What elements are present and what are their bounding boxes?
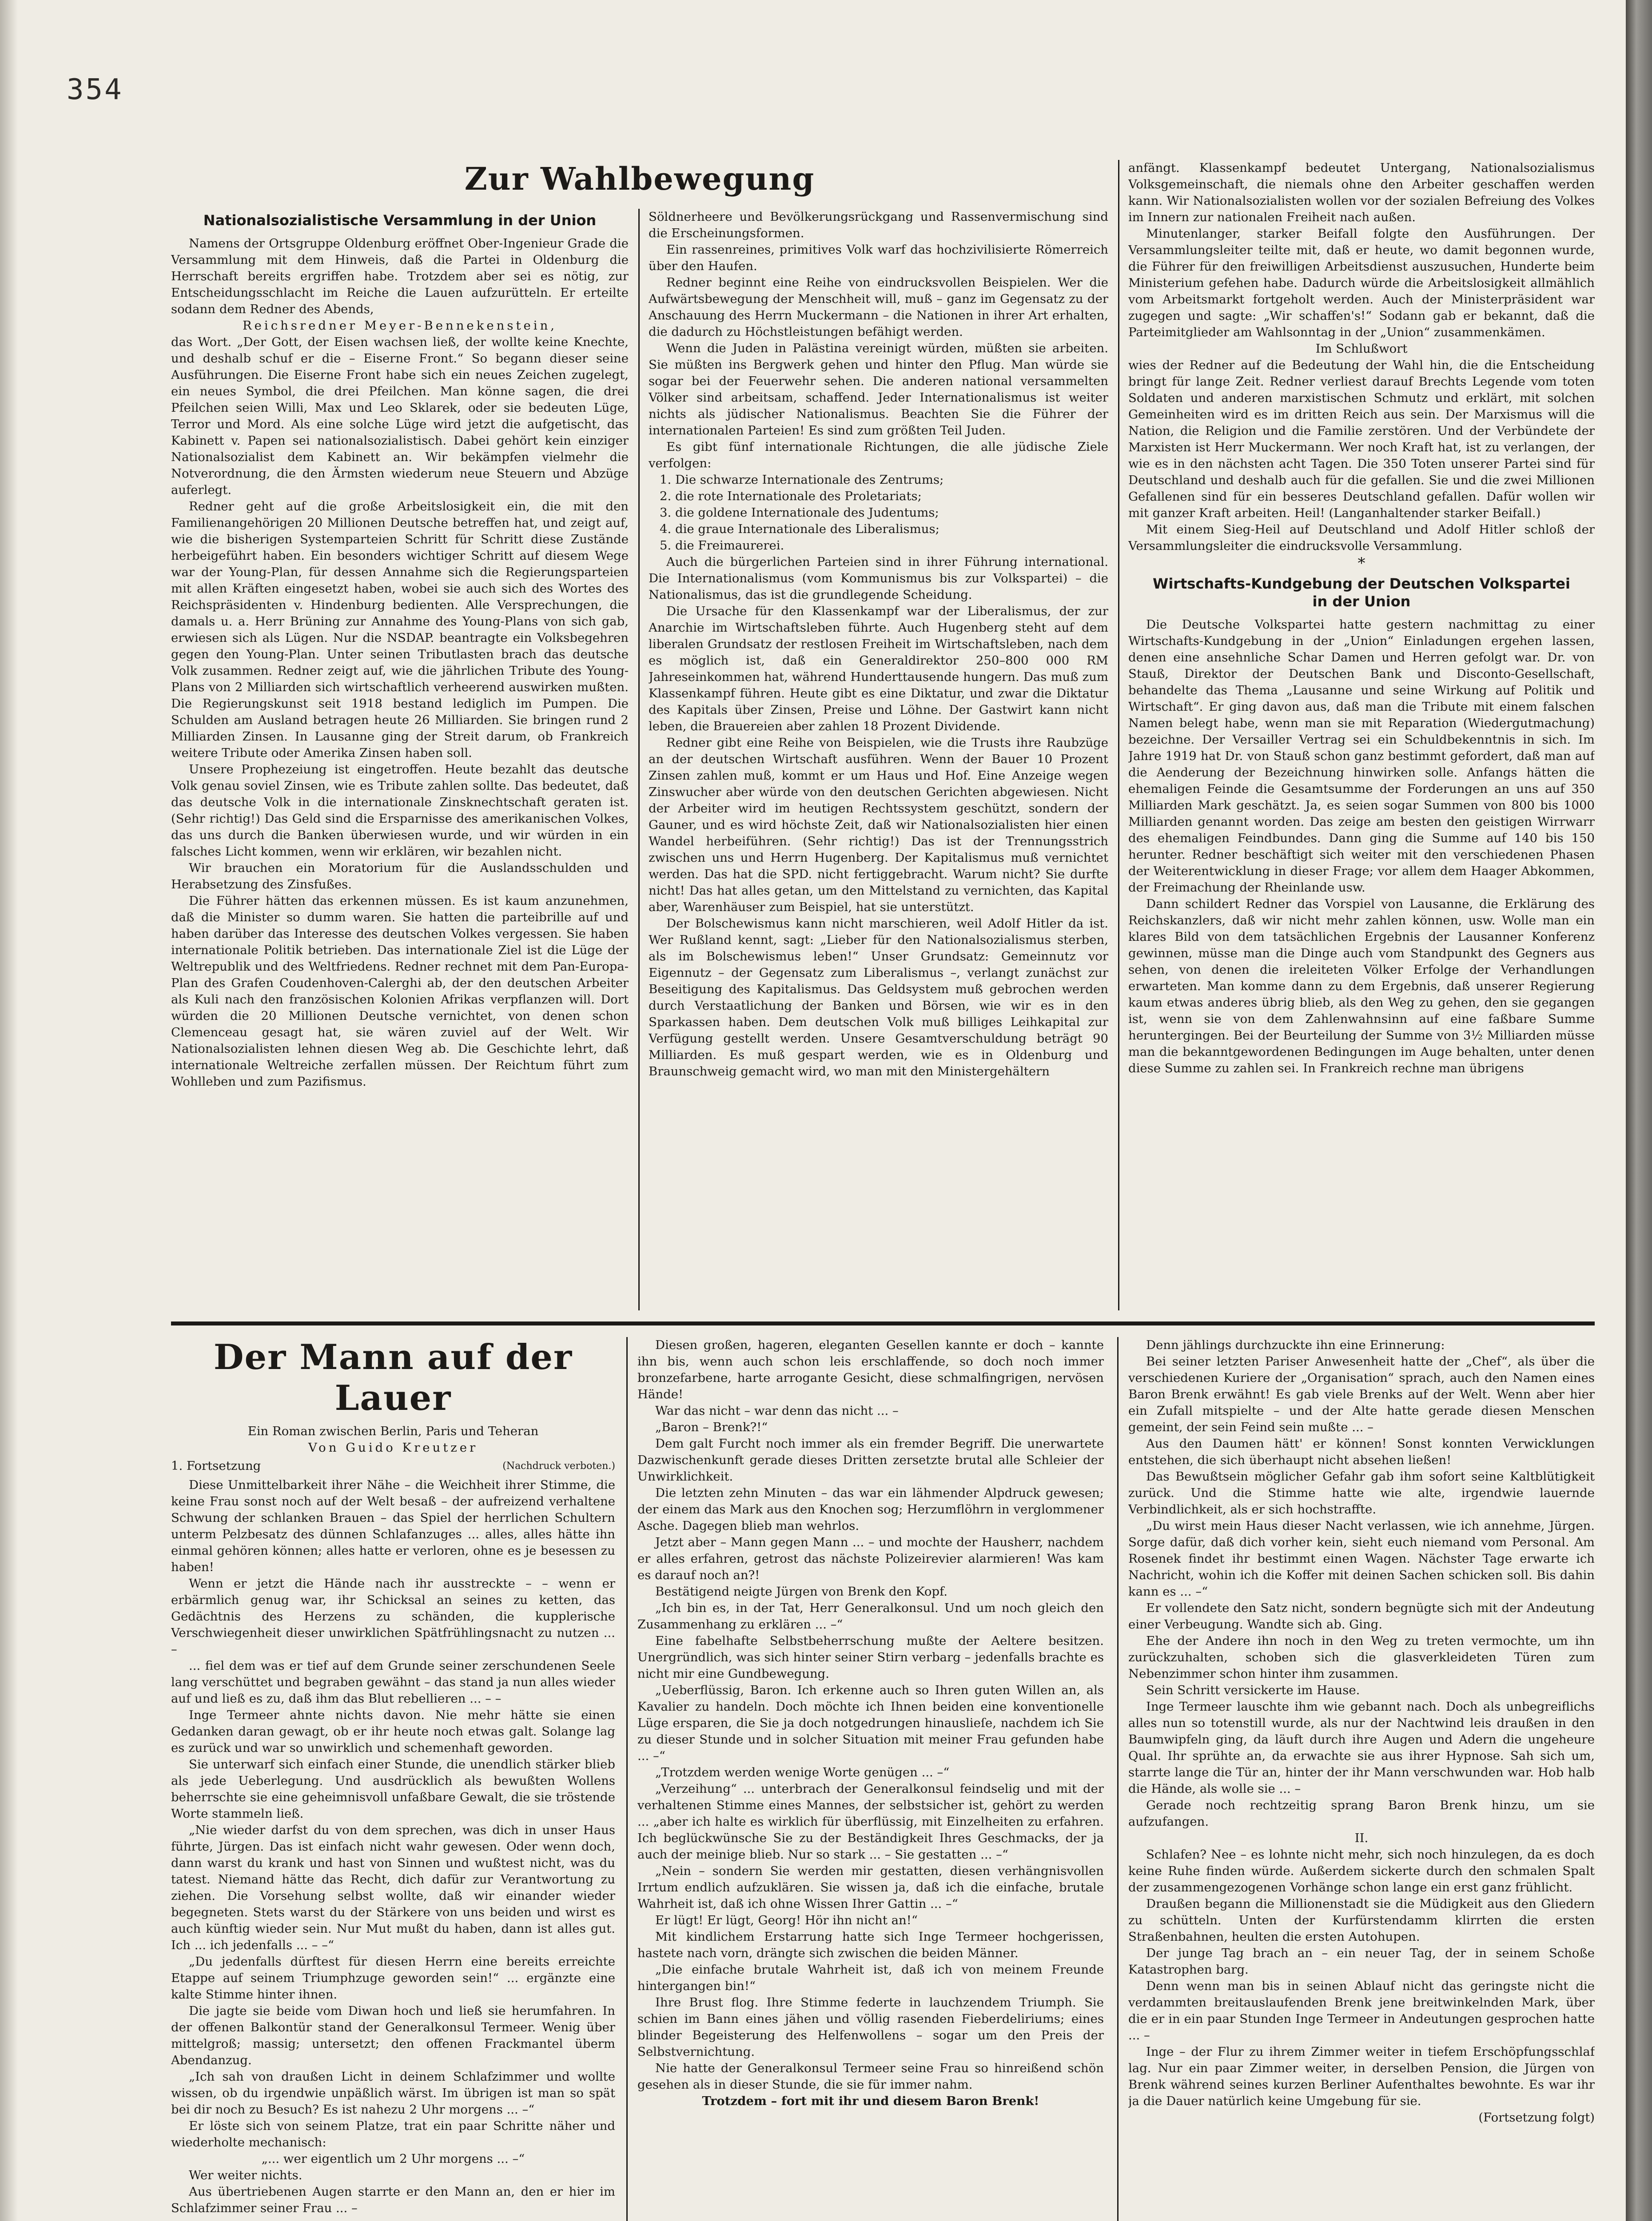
paragraph: Die letzten zehn Minuten – das war ein lähmender Alpdruck gewesen; der einem das Mark aus den Knochen sog; Herzumflöhrn in verglommener Asche. Dagegen blieb man wehrlos. bbox=[637, 1486, 1104, 1533]
paragraph: Inge – der Flur zu ihrem Zimmer weiter in tiefem Erschöpfungsschlaf lag. Nur ein paar Zimmer weiter, in derselben Pension, die Jürgen von Brenk während seines kurzen Berliner Aufenthaltes bewohnte. Es war ihr ja die Dauer natürlich keine Umgebung für sie. bbox=[1128, 2045, 1595, 2108]
paragraph: Dann schildert Redner das Vorspiel von Lausanne, die Erklärung des Reichskanzlers, daß wir nicht mehr zahlen können, usw. Wolle man ein klares Bild von dem tatsächlichen Ergebnis der Lausanner Konferenz gewinnen, müsse man die Dinge auch vom Standpunkt des Gegners aus sehen, von denen die ireleiteten Völker Erfolge der Verhandlungen erwarteten. Man komme dann zu dem Ergebnis, daß unserer Regierung kaum etwas anderes übrig blieb, als den Weg zu gehen, den sie gegangen ist, wenn sie von dem Zahlenwahnsinn auf eine faßbare Summe heruntergingen. Bei der Beurteilung der Summe von 3½ Milliarden müsse man die bekanntgewordenen Bedingungen im Auge behalten, unter denen diese Summe zu zahlen sei. In Frankreich rechne man übrigens bbox=[1128, 897, 1595, 1075]
paragraph: Er lügt! Er lügt, Georg! Hör ihn nicht an!“ bbox=[655, 1913, 918, 1927]
paragraph: Dem galt Furcht noch immer als ein fremder Begriff. Die unerwartete Dazwischenkunft gerade dieses Dritten zersetzte brutal alle Schleier der Unwirklichkeit. bbox=[637, 1437, 1104, 1484]
paragraph: „Du wirst mein Haus dieser Nacht verlassen, wie ich annehme, Jürgen. Sorge dafür, daß dich vorher kein, sieht euch niemand vom Personal. Am Rosenek findet ihr bestimmt einen Wagen. Nächster Tage erwarte ich Nachricht, wohin ich die Koffer mit deinen Sachen schicken soll. Bis dahin kann es ... –“ bbox=[1128, 1519, 1595, 1599]
installment-row bbox=[171, 1458, 615, 1474]
paragraph: Minutenlanger, starker Beifall folgte den Ausführungen. Der Versammlungsleiter teilte mit, daß er heute, wo damit begonnen wurde, die Führer für den freiwilligen Arbeitsdienst auszusuchen, Hunderte beim Ministerium gefehen habe. Dadurch würde die Arbeitslosigkeit allmählich vom Arbeitsmarkt fortgeholt werden. Auch der Ministerpräsident war zugegen und sagte: „Wir schaffen's!“ Sodann gab er bekannt, daß die Parteimitglieder am Wahlsonntag in der „Union“ zusammenkämen. bbox=[1128, 227, 1595, 339]
paragraph: Denn wenn man bis in seinen Ablauf nicht das geringste nicht die verdammten breitauslaufenden Brenk jene breitwinkelnden Mark, über die er in ein paar Stunden Inge Termeer in Andeutungen gesprochen hatte ... – bbox=[1128, 1979, 1595, 2042]
to-be-continued: (Fortsetzung folgt) bbox=[1478, 2110, 1595, 2125]
paragraph: wies der Redner auf die Bedeutung der Wahl hin, die die Entscheidung bringt für lange Zeit. Redner verliest darauf Brechts Legende vom toten Soldaten und anderen marxistischen Schmutz und erklärt, mit solchen Gemeinheiten wird es im dritten Reich aus sein. Der Marxismus will die Nation, die Religion und die Familie zerstören. Und der Verbündete der Marxisten ist Herr Muckermann. Wer noch Kraft hat, ist zu verlangen, der wie es in den nächsten acht Tagen. Die 350 Toten unserer Partei sind für Deutschland und deshalb auch für die gefallen. Sie und die zwei Millionen Gefallenen sind für ein besseres Deutschland gefallen. Dafür wollen wir mit ganzer Kraft arbeiten. Heil! (Langanhaltender starker Beifall.) bbox=[1128, 358, 1595, 520]
paragraph: „Baron – Brenk?!“ bbox=[655, 1420, 768, 1434]
internationals-list bbox=[649, 472, 1108, 554]
paragraph: Gerade noch rechtzeitig sprang Baron Brenk hinzu, um sie aufzufangen. bbox=[1128, 1798, 1595, 1829]
list-item: 2. die rote Internationale des Proletariats; bbox=[675, 488, 1108, 505]
paragraph: War das nicht – war denn das nicht ... – bbox=[655, 1404, 899, 1418]
election-title: Zur Wahlbewegung bbox=[464, 160, 815, 197]
novel-author: Von Guido Kreutzer bbox=[308, 1441, 478, 1455]
page-left-shadow bbox=[0, 0, 18, 2221]
paragraph: Das Bewußtsein möglicher Gefahr gab ihm sofort seine Kaltblütigkeit zurück. Und die Stimme hatte wie alte, irgendwie lauernde Verbindlichkeit, als er sich hochstraffte. bbox=[1128, 1469, 1595, 1516]
paragraph: Unsere Prophezeiung ist eingetroffen. Heute bezahlt das deutsche Volk genau soviel Zinsen, wie es Tribute zahlen sollte. Das bedeutet, daß das deutsche Volk in die internationale Zinsknechtschaft geraten ist. (Sehr richtig!) Das Geld sind die Ersparnisse des amerikanischen Volkes, das uns durch die Banken überwiesen wurde, und wir würden in ein falsches Licht kommen, wenn wir erklären, wir bezahlen nicht. bbox=[171, 762, 629, 859]
paragraph: Redner gibt eine Reihe von Beispielen, wie die Trusts ihre Raubzüge an der deutschen Wirtschaft ausführen. Wenn der Bauer 10 Prozent Zinsen zahlen muß, kommt er um Haus und Hof. Eine Anzeige wegen Zinswucher aber würde von den deutschen Gerichten abgewiesen. Nicht der Arbeiter wird im heutigen Rechtssystem geschützt, sondern der Gauner, und es wird höchste Zeit, daß wir Nationalsozialisten hier einen Wandel herbeiführen. (Sehr richtig!) Das ist der Trennungsstrich zwischen uns und Herrn Hugenberg. Der Kapitalismus muß vernichtet werden. Das hat die SPD. nicht fertiggebracht. Warum nicht? Sie durfte nicht! Das hat alles getan, um den Mittelstand zu vernichten, das Kapital aber, Warenhäuser zum Beispiel, hat sie unterstützt. bbox=[649, 736, 1108, 914]
election-column-1 bbox=[171, 209, 629, 1310]
paragraph: Trotzdem – fort mit ihr und diesem Baron Brenk! bbox=[702, 2094, 1039, 2108]
list-item: 3. die goldene Internationale des Judentums; bbox=[675, 505, 1108, 521]
paragraph: Wir brauchen ein Moratorium für die Auslandsschulden und Herabsetzung des Zinsfußes. bbox=[171, 861, 629, 892]
paragraph: Nie hatte der Generalkonsul Termeer seine Frau so hinreißend schön gesehen als in dieser Stunde, die sie für immer nahm. bbox=[637, 2061, 1104, 2092]
nsdap-heading: Nationalsozialistische Versammlung in der Union bbox=[203, 212, 597, 229]
paragraph: Diese Unmittelbarkeit ihrer Nähe – die Weichheit ihrer Stimme, die keine Frau sonst noch auf der Welt besaß – der aufreizend verhaltene Schwung der schlanken Brauen – das Spiel der herrlichen Schultern unterm Pelzbesatz des dünnen Schlafanzuges ... alles, alles hätte ihn einmal gehören können; alles hatte er verloren, ohne es je besessen zu haben! bbox=[171, 1478, 615, 1574]
paragraph: Mit kindlichem Erstarrung hatte sich Inge Termeer hochgerissen, hastete nach vorn, drängte sich zwischen die beiden Männer. bbox=[637, 1930, 1104, 1960]
paragraph: Der junge Tag brach an – ein neuer Tag, der in seinem Schoße Katastrophen barg. bbox=[1128, 1946, 1595, 1977]
paragraph: „Nein – sondern Sie werden mir gestatten, diesen verhängnisvollen Irrtum endlich aufzuklären. Sie wissen ja, daß ich die einfache, brutale Wahrheit ist, daß ich ohne Wissen Ihrer Gattin ... –“ bbox=[637, 1864, 1104, 1911]
paragraph: Söldnerheere und Bevölkerungsrückgang und Rassenvermischung sind die Erscheinungsformen. bbox=[649, 210, 1108, 240]
novel-subtitle: Ein Roman zwischen Berlin, Paris und Teheran bbox=[247, 1424, 539, 1438]
paragraph: Er löste sich von seinem Platze, trat ein paar Schritte näher und wiederholte mechanisch: bbox=[171, 2119, 615, 2149]
column-rule bbox=[638, 209, 640, 1310]
novel-column-1 bbox=[171, 1337, 615, 2221]
paragraph: Redner geht auf die große Arbeitslosigkeit ein, die mit den Familienangehörigen 20 Millionen Deutsche betreffen hat, und zeigt auf, wie die bisherigen Systemparteien Schritt für Schritt diese Zustände herbeigeführt haben. Ein besonders wichtiger Schritt auf diesem Wege war der Young-Plan, für dessen Annahme sich die Regierungsparteien mit allen Kräften eingesetzt haben, wobei sie auch sich des Wortes des Reichspräsidenten v. Hindenburg bedienten. Alle Versprechungen, die damals u. a. Herr Brüning zur Annahme des Young-Plans von sich gab, erwiesen sich als Lügen. Nur die NSDAP. beantragte ein Volksbegehren gegen den Young-Plan. Unter seinen Tributlasten brach das deutsche Volk zusammen. Redner zeigt auf, wie die jährlichen Tribute des Young-Plans von 2 Milliarden sich wirtschaftlich verheerend auswirken mußten. Die Regierungskunst seit 1918 bestand lediglich im Pumpen. Die Schulden am Ausland betragen heute 26 Milliarden. Sie bringen rund 2 Milliarden Zinsen. In Lausanne ging der Streit darum, ob Frankreich weitere Tribute oder Amerika Zinsen haben soll. bbox=[171, 499, 629, 760]
list-item: 1. Die schwarze Internationale des Zentrums; bbox=[675, 472, 1108, 488]
paragraph: „Verzeihung“ ... unterbrach der Generalkonsul feindselig und mit der verhaltenen Stimme eines Mannes, der selbstsicher ist, gehört zu werden ... „aber ich halte es wirklich für überflüssig, mit Einzelheiten zu erfahren. Ich beglückwünsche Sie zu der Beständigkeit Ihres Geschmacks, der ja auch der meinige blieb. Nur so stark ... – Sie gestatten ... –“ bbox=[637, 1782, 1104, 1862]
closing-word-heading: Im Schlußwort bbox=[1315, 342, 1408, 356]
election-column-2 bbox=[649, 209, 1108, 1310]
paragraph: Die jagte sie beide vom Diwan hoch und ließ sie herumfahren. In der offenen Balkontür stand der Generalkonsul Termeer. Wenig über mittelgroß; massig; untersetzt; den offenen Frackmantel überm Abendanzug. bbox=[171, 2004, 615, 2067]
paragraph: das Wort. „Der Gott, der Eisen wachsen ließ, der wollte keine Knechte, und deshalb schuf er die – Eiserne Front.“ So begann dieser seine Ausführungen. Die Eiserne Front habe sich ein neues Zeichen zugelegt, ein neues Symbol, die drei Pfeilchen. Man könne sagen, die drei Pfeilchen seien Willi, Max und Leo Sklarek, oder sie bedeuten Lüge, Terror und Mord. Als eine solche Lüge wird jetzt die aufgetischt, das Kabinett v. Papen sei nationalsozialistisch. Dabei gehört kein einziger Nationalsozialist dem Kabinett an. Wir bekämpfen vielmehr die Notverordnung, die den Ärmsten wiederum neue Steuern und Abzüge auferlegt. bbox=[171, 335, 629, 497]
paragraph: Inge Termeer lauschte ihm wie gebannt nach. Doch als unbegreiflichs alles nun so totenstill wurde, als nur der Nachtwind leis draußen in den Baumwipfeln ging, da läuft durch ihre Augen und Adern die ungeheure Qual. Ihr sprühte an, da erwachte sie aus ihrer Hypnose. Sah sich um, starrte lange die Tür an, hinter der ihr Mann verschwunden war. Hob halb die Hände, als wolle sie ... – bbox=[1128, 1700, 1595, 1796]
novel-title: Der Mann auf der Lauer bbox=[213, 1337, 573, 1418]
list-item: 4. die graue Internationale des Liberalismus; bbox=[675, 521, 1108, 537]
reprint-note: (Nachdruck verboten.) bbox=[502, 1461, 615, 1472]
paragraph: Wer weiter nichts. bbox=[189, 2168, 303, 2182]
paragraph: Aus den Daumen hätt' er können! Sonst konnten Verwicklungen entstehen, die sich überhaupt nicht absehen ließen! bbox=[1128, 1437, 1595, 1467]
page-number: 354 bbox=[67, 73, 123, 106]
paragraph: Auch die bürgerlichen Parteien sind in ihrer Führung international. Die Internationalismus (vom Kommunismus bis zur Volkspartei) – die Nationalismus, das ist die grundlegende Scheidung. bbox=[649, 555, 1108, 602]
novel-column-3 bbox=[1128, 1337, 1595, 2221]
paragraph: Er vollendete den Satz nicht, sondern begnügte sich mit der Andeutung einer Verbeugung. Wandte sich ab. Ging. bbox=[1128, 1601, 1595, 1632]
election-column-3 bbox=[1128, 160, 1595, 1310]
paragraph: Bestätigend neigte Jürgen von Brenk den Kopf. bbox=[655, 1584, 948, 1599]
list-item: 5. die Freimaurerei. bbox=[675, 537, 1108, 554]
paragraph: „Ich bin es, in der Tat, Herr Generalkonsul. Und um noch gleich den Zusammenhang zu erklären ... –“ bbox=[637, 1601, 1104, 1632]
section-divider: * bbox=[1357, 554, 1365, 572]
paragraph: „Nie wieder darfst du von dem sprechen, was dich in unser Haus führte, Jürgen. Das ist einfach nicht wahr gewesen. Oder wenn doch, dann warst du krank und hast von Sinnen und wußtest nicht, was du tatest. Niemand hätte das Recht, dich dafür zur Verantwortung zu ziehen. Die Vorsehung selbst wollte, daß wir einander wieder begegneten. Stets warst du der Stärkere von uns beiden und wirst es auch künftig wieder sein. Nur Mut mußt du haben, dann ist alles gut. Ich ... ich jedenfalls ... – –“ bbox=[171, 1823, 615, 1952]
novel-column-2 bbox=[637, 1337, 1104, 2221]
paragraph: Ihre Brust flog. Ihre Stimme federte in lauchzendem Triumph. Sie schien im Bann eines jähen und völlig rasenden Fieberdeliriums; eines blinder Begeisterung des Helfenwollens – sogar um den Preis der Selbstvernichtung. bbox=[637, 1995, 1104, 2059]
paragraph: Schlafen? Nee – es lohnte nicht mehr, sich noch hinzulegen, da es doch keine Ruhe finden würde. Außerdem sickerte durch den schmalen Spalt der zusammengezogenen Vorhänge schon lange ein erst ganz frühlicht. bbox=[1128, 1847, 1595, 1895]
paragraph: Namens der Ortsgruppe Oldenburg eröffnet Ober-Ingenieur Grade die Versammlung mit dem Hinweis, daß die Partei in Oldenburg die Herrschaft bereits ergriffen habe. Trotzdem aber sei es nötig, zur Entscheidungsschlacht im Reiche die Lauen aufzurütteln. Er erteilte sodann dem Redner des Abends, bbox=[171, 236, 629, 316]
paragraph: Mit einem Sieg-Heil auf Deutschland und Adolf Hitler schloß der Versammlungsleiter die eindrucksvolle Versammlung. bbox=[1128, 522, 1595, 553]
paragraph: Der Bolschewismus kann nicht marschieren, weil Adolf Hitler da ist. Wer Rußland kennt, sagt: „Lieber für den Nationalsozialismus sterben, als im Bolschewismus leben!“ Unser Grundsatz: Gemeinnutz vor Eigennutz – der Gegensatz zum Liberalismus –, verlangt zunächst zur Beseitigung des Kapitalismus. Das Geldsystem muß gebrochen werden durch Verstaatlichung der Banken und Börsen, wie wir es in den Sparkassen haben. Dem deutschen Volk muß billiges Leihkapital zur Verfügung gestellt werden. Unsere Gesamtverschuldung beträgt 90 Milliarden. Es muß gespart werden, wie es in Oldenburg und Braunschweig gemacht wird, wo man mit den Ministergehältern bbox=[649, 916, 1108, 1079]
paragraph: Ehe der Andere ihn noch in den Weg zu treten vermochte, um ihn zurückzuhalten, schoben sich die glasverkleideten Türen zum Nebenzimmer schon hinter ihm zusammen. bbox=[1128, 1634, 1595, 1681]
paragraph: Denn jählings durchzuckte ihn eine Erinnerung: bbox=[1146, 1338, 1445, 1352]
paragraph: „Du jedenfalls dürftest für diesen Herrn eine bereits erreichte Etappe auf seinem Triumphzuge geworden sein!“ ... ergänzte eine kalte Stimme hinter ihnen. bbox=[171, 1954, 615, 2002]
installment-label: 1. Fortsetzung bbox=[171, 1459, 261, 1473]
paragraph: Wenn die Juden in Palästina vereinigt würden, müßten sie arbeiten. Sie müßten ins Bergwerk gehen und hinter den Pflug. Man würde sie sogar bei der Feuerwehr sehen. Die anderen national versammelten Völker sind arbeitsam, schaffend. Jeder Internationalismus ist weiter nichts als jüdischer Nationalismus. Beachten Sie die Führer der internationalen Parteien! Es sind zum größten Teil Juden. bbox=[649, 341, 1108, 438]
paragraph: Wenn er jetzt die Hände nach ihr ausstreckte – – wenn er erbärmlich genug war, ihr Schicksal an seines zu ketten, das Gedächtnis des Herzens zu schänden, die kupplerische Verschwiegenheit dieser unwirklichen Spätfrühlingsnacht zu nutzen ... – bbox=[171, 1576, 615, 1656]
speaker-line: Reichsredner Meyer-Bennekenstein, bbox=[242, 318, 557, 333]
page-right-edge bbox=[1626, 0, 1652, 2221]
paragraph: Ein rassenreines, primitives Volk warf das hochzivilisierte Römerreich über den Haufen. bbox=[649, 243, 1108, 273]
election-title-block bbox=[171, 160, 1108, 204]
column-rule bbox=[1118, 160, 1119, 1310]
paragraph: Die Ursache für den Klassenkampf war der Liberalismus, der zur Anarchie im Wirtschaftsleben führte. Auch Hugenberg steht auf dem liberalen Grundsatz der restlosen Freiheit im Wirtschaftsleben, nach dem es möglich ist, daß ein Generaldirektor 250–800 000 RM Jahreseinkommen hat, während Hunderttausende hungern. Das muß zum Klassenkampf führen. Heute gibt es eine Diktatur, und zwar die Diktatur des Kapitals über Zinsen, Preise und Löhne. Der Gastwirt kann nicht leben, die Brauereien aber zahlen 18 Prozent Dividende. bbox=[649, 604, 1108, 733]
paragraph: „... wer eigentlich um 2 Uhr morgens ... –“ bbox=[261, 2152, 525, 2166]
paragraph: Sie unterwarf sich einfach einer Stunde, die unendlich stärker blieb als jede Ueberlegung. Und ausdrücklich als bewußten Wollens beherrschte sie eine geheimnisvoll unfaßbare Gewalt, die sie tröstende Worte stammeln ließ. bbox=[171, 1757, 615, 1821]
paragraph: „Trotzdem werden wenige Worte genügen ... –“ bbox=[655, 1765, 950, 1779]
paragraph: Redner beginnt eine Reihe von eindrucksvollen Beispielen. Wer die Aufwärtsbewegung der Menschheit will, muß – ganz im Gegensatz zu der Anschauung des Herrn Muckermann – die Nationen in ihrer Art erhalten, die dadurch zu Höchstleistungen befähigt werden. bbox=[649, 275, 1108, 339]
column-rule bbox=[1117, 1337, 1119, 2221]
column-rule bbox=[626, 1337, 628, 2221]
paragraph: „Ueberflüssig, Baron. Ich erkenne auch so Ihren guten Willen an, als Kavalier zu handeln. Doch möchte ich Ihnen beiden eine konventionelle Lüge ersparen, die Sie ja doch notgedrungen hinauslieſe, nachdem ich Sie zu dieser Stunde und in solcher Situation mit meiner Frau gefunden habe ... –“ bbox=[637, 1683, 1104, 1763]
paragraph: Die Führer hätten das erkennen müssen. Es ist kaum anzunehmen, daß die Minister so dumm waren. Sie hatten die parteibrille auf und haben darüber das Interesse des deutschen Volkes vergessen. Sie haben internationale Politik betrieben. Das internationale Ziel ist die Lüge der Weltrepublik und des Weltfriedens. Redner rechnet mit dem Pan-Europa-Plan des Grafen Coudenhoven-Calerghi ab, der den deutschen Arbeiter als Kuli nach den französischen Kolonien Afrikas verpflanzen will. Dort würden die 20 Millionen Deutsche vernichtet, von denen schon Clemenceau gesagt hat, sie wären zuviel auf der Welt. Wir Nationalsozialisten lehnen diesen Weg ab. Die Geschichte lehrt, daß internationale Weltreiche zerfallen müssen. Der Reichtum führt zum Wohlleben und zum Pazifismus. bbox=[171, 894, 629, 1089]
paragraph: Inge Termeer ahnte nichts davon. Nie mehr hätte sie einen Gedanken daran gewagt, ob er ihr heute noch etwas galt. Solange lag es zurück und war so unwirklich und schemenhaft geworden. bbox=[171, 1708, 615, 1755]
paragraph: „Ich sah von draußen Licht in deinem Schlafzimmer und wollte wissen, ob du irgendwie unpäßlich wärst. Im übrigen ist man so spät bei dir noch zu Besuch? Es ist nahezu 2 Uhr morgens ... –“ bbox=[171, 2070, 615, 2117]
section-rule bbox=[171, 1321, 1595, 1325]
paragraph: Diesen großen, hageren, eleganten Gesellen kannte er doch – kannte ihn bis, wenn auch schon leis erschlaffende, so doch noch immer bronzefarbene, harte arrogante Gesicht, diese schmalfingrigen, nervösen Hände! bbox=[637, 1338, 1104, 1401]
paragraph: Eine fabelhafte Selbstbeherrschung mußte der Aeltere besitzen. Unergründlich, was sich hinter seiner Stirn verbarg – jedenfalls brachte es nicht mir eine Gundbewegung. bbox=[637, 1634, 1104, 1681]
paragraph: „Die einfache brutale Wahrheit ist, daß ich von meinem Freunde hintergangen bin!“ bbox=[637, 1962, 1104, 1993]
paragraph: Jetzt aber – Mann gegen Mann ... – und mochte der Hausherr, nachdem er alles erfahren, getrost das nächste Polizeirevier alarmieren! Was kam es darauf noch an?! bbox=[637, 1535, 1104, 1582]
chapter-number: II. bbox=[1354, 1831, 1369, 1845]
paragraph: anfängt. Klassenkampf bedeutet Untergang, Nationalsozialismus Volksgemeinschaft, die niemals ohne den Arbeiter geschaffen werden kann. Wir Nationalsozialisten wollen vor der sozialen Befreiung des Volkes im Innern zur nationalen Freiheit nach außen. bbox=[1128, 161, 1595, 224]
paragraph: Sein Schritt versickerte im Hause. bbox=[1146, 1683, 1360, 1697]
paragraph: Die Deutsche Volkspartei hatte gestern nachmittag zu einer Wirtschafts-Kundgebung in der „Union“ Einladungen ergehen lassen, denen eine ansehnliche Schar Damen und Herren gefolgt war. Dr. von Stauß, Direktor der Deutschen Bank und Disconto-Gesellschaft, behandelte das Thema „Lausanne und seine Wirkung auf Politik und Wirtschaft“. Er ging davon aus, daß man die Tribute mit einem falschen Namen belegt habe, wenn man sie mit Reparation (Wiedergutmachung) bezeichne. Der Versailler Vertrag sei ein Schuldbekenntnis in sich. Im Jahre 1919 hat Dr. von Stauß schon ganz bestimmt gefordert, daß man auf die Aenderung der Bezeichnung hinwirken solle. Anfangs hätten die ehemaligen Feinde die Gesamtsumme der Forderungen an uns auf 350 Milliarden Mark geschätzt. Ja, es seien sogar Summen von 800 bis 1000 Milliarden genannt worden. Das zeige am besten den geistigen Wirrwarr des ehemaligen Feindbundes. Dann ging die Summe auf 140 bis 150 herunter. Redner beschäftigt sich weiter mit den verschiedenen Phasen der Weiterentwicklung in dieser Frage; vor allem dem Haager Abkommen, der Freimachung der Rheinlande usw. bbox=[1128, 617, 1595, 895]
paragraph: Aus übertriebenen Augen starrte er den Mann an, den er hier im Schlafzimmer seiner Frau ... – bbox=[171, 2185, 615, 2215]
dvp-heading-line-2: in der Union bbox=[1312, 593, 1411, 610]
paragraph: ... fiel dem was er tief auf dem Grunde seiner zerschundenen Seele lang verschüttet und begraben gewähnt – das stand ja nun alles wieder auf und ließ es zu, daß ihm das Blut rebellieren ... – – bbox=[171, 1659, 615, 1706]
paragraph: Es gibt fünf internationale Richtungen, die alle jüdische Ziele verfolgen: bbox=[649, 440, 1108, 470]
dvp-heading: Wirtschafts-Kundgebung der Deutschen Volkspartei bbox=[1153, 575, 1570, 592]
paragraph: Draußen begann die Millionenstadt sie die Müdigkeit aus den Gliedern zu schütteln. Unten der Kurfürstendamm klirrten die ersten Straßenbahnen, heulten die ersten Autohupen. bbox=[1128, 1897, 1595, 1944]
paragraph: Bei seiner letzten Pariser Anwesenheit hatte der „Chef“, als über die verschiedenen Kuriere der „Organisation“ sprach, auch den Namen eines Baron Brenk erwähnt! Es gab viele Brenks auf der Welt. Wenn aber hier ein Zufall mitspielte – und der Alte hatte gerade diesen Menschen gemeint, der sein Feind sein mußte ... – bbox=[1128, 1354, 1595, 1434]
